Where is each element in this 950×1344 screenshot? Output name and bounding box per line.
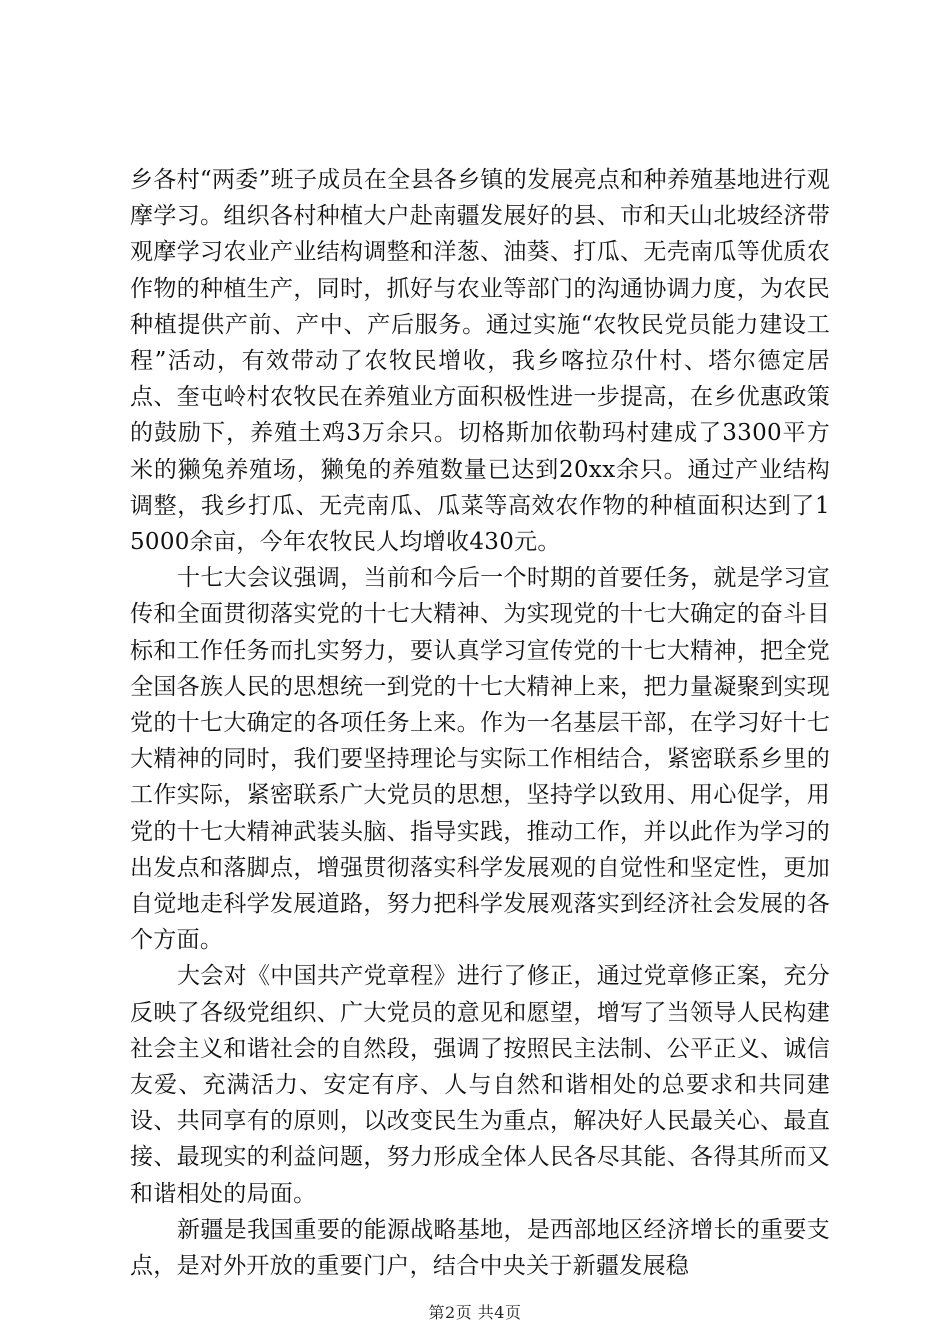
paragraph-1: 乡各村“两委”班子成员在全县各乡镇的发展亮点和种养殖基地进行观摩学习。组织各村种植大户赴南疆发展好的县、市和天山北坡经济带观摩学习农业产业结构调整和洋葱、油葵、打瓜、无壳南瓜等优质农作物的种植生产，同时，抓好与农业等部门的沟通协调力度，为农民种植提供产前、产中、产后服务。通过实施“农牧民党员能力建设工程”活动，有效带动了农牧民增收，我乡喀拉尕什村、塔尔德定居点、奎屯岭村农牧民在养殖业方面积极性进一步提高，在乡优惠政策的鼓励下，养殖土鸡3万余只。切格斯加依勒玛村建成了3300平方米的獭兔养殖场，獭兔的养殖数量已达到20xx余只。通过产业结构调整，我乡打瓜、无壳南瓜、瓜菜等高效农作物的种植面积达到了15000余亩，今年农牧民人均增收430元。 [130, 167, 830, 556]
page-number-footer: 第2页 共4页 [428, 1303, 522, 1322]
document-body [130, 162, 830, 1284]
paragraph-3: 大会对《中国共产党章程》进行了修正，通过党章修正案，充分反映了各级党组织、广大党员的意见和愿望，增写了当领导人民构建社会主义和谐社会的自然段，强调了按照民主法制、公平正义、诚信友爱、充满活力、安定有序、人与自然和谐相处的总要求和共同建设、共同享有的原则，以改变民生为重点，解决好人民最关心、最直接、最现实的利益问题，努力形成全体人民各尽其能、各得其所而又和谐相处的局面。 [130, 963, 830, 1207]
paragraph-2: 十七大会议强调，当前和今后一个时期的首要任务，就是学习宣传和全面贯彻落实党的十七大精神、为实现党的十七大确定的奋斗目标和工作任务而扎实努力，要认真学习宣传党的十七大精神，把全党全国各族人民的思想统一到党的十七大精神上来，把力量凝聚到实现党的十七大确定的各项任务上来。作为一名基层干部，在学习好十七大精神的同时，我们要坚持理论与实际工作相结合，紧密联系乡里的工作实际，紧密联系广大党员的思想，坚持学以致用、用心促学，用党的十七大精神武装头脑、指导实践，推动工作，并以此作为学习的出发点和落脚点，增强贯彻落实科学发展观的自觉性和坚定性，更加自觉地走科学发展道路，努力把科学发展观落实到经济社会发展的各个方面。 [130, 565, 830, 954]
paragraph-4: 新疆是我国重要的能源战略基地，是西部地区经济增长的重要支点，是对外开放的重要门户，结合中央关于新疆发展稳 [130, 1216, 830, 1280]
